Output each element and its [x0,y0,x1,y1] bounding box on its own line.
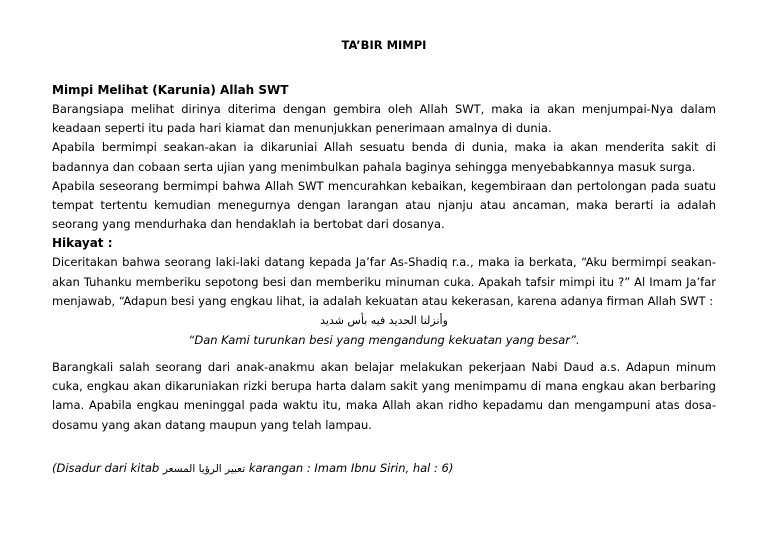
arabic-verse: وأنزلنا الحديد فيه بأس شديد [320,314,448,328]
source-arabic-book-title: تعبير الرؤيا المسعر [162,462,246,475]
source-citation [52,459,716,479]
hikayat-text: Diceritakan bahwa seorang laki-laki datang kepada Ja’far As-Shadiq r.a., maka ia berkata, “Aku bermimpi seakan-akan Tuhanku memberiku sepotong besi dan memberiku minuman cuka. Apakah tafsir mimpi itu ?” Al Imam Ja’far menjawab, “Adapun besi yang engkau lihat, ia adalah kekuatan atau kekerasan, karena adanya firman Allah SWT : [52,255,716,308]
page-title: TA’BIR MIMPI [341,38,427,52]
paragraph-1: Barangsiapa melihat dirinya diterima dengan gembira oleh Allah SWT, maka ia akan menjumpai-Nya dalam keadaan seperti itu pada hari kiamat dan menunjukkan penerimaan amalnya di dunia. [52,102,716,136]
source-suffix: karangan : Imam Ibnu Sirin, hal : 6) [248,460,454,475]
source-prefix: (Disadur dari kitab [52,460,160,475]
section-heading: Mimpi Melihat (Karunia) Allah SWT [52,83,289,97]
paragraph-2: Apabila bermimpi seakan-akan ia dikaruniai Allah sesuatu benda di dunia, maka ia akan menderita sakit di badannya dan cobaan serta ujian yang menimbulkan pahala baginya sehingga menyebabkannya masuk surga. [52,140,716,174]
closing-paragraph: Barangkali salah seorang dari anak-anakmu akan belajar melakukan pekerjaan Nabi Daud a.s. Adapun minum cuka, engkau akan dikaruniakan rizki berupa harta dalam sakit yang menimpamu di mana engkau akan berbaring lama. Apabila engkau meninggal pada waktu itu, maka Allah akan ridho kepadamu dan mengampuni atas dosa-dosamu yang akan datang maupun yang telah lampau. [52,360,716,432]
verse-translation: “Dan Kami turunkan besi yang mengandung kekuatan yang besar”. [188,333,580,348]
hikayat-heading: Hikayat : [52,236,113,251]
paragraph-3: Apabila seseorang bermimpi bahwa Allah SWT mencurahkan kebaikan, kegembiraan dan pertolongan pada suatu tempat tertentu kemudian menegurnya dengan larangan atau njanju atau ancaman, maka berarti ia adalah seorang yang mendurhaka dan hendaklah ia bertobat dari dosanya. [52,178,716,232]
